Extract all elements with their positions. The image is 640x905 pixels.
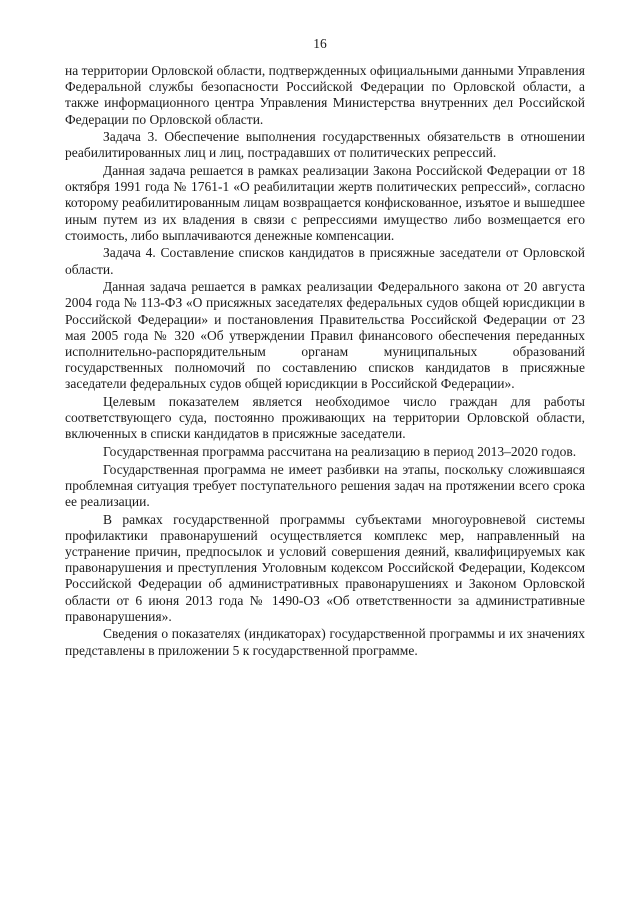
paragraph-task-4: Задача 4. Составление списков кандидатов в присяжные заседатели от Орловской области. xyxy=(65,245,585,277)
paragraph-task-3: Задача 3. Обеспечение выполнения государственных обязательств в отношении реабилитированных лиц и лиц, пострадавших от политических репрессий. xyxy=(65,129,585,161)
paragraph-continuation: на территории Орловской области, подтвержденных официальными данными Управления Федеральной службы безопасности Российской Федерации по Орловской области, а также информационного центра Управления Министерства внутренних дел Российской Федерации по Орловской области. xyxy=(65,63,585,127)
paragraph-program-stages: Государственная программа не имеет разбивки на этапы, поскольку сложившаяся проблемная ситуация требует поступательного решения задач на протяжении всего срока ее реализации. xyxy=(65,461,585,510)
paragraph-task-4-description: Данная задача решается в рамках реализации Федерального закона от 20 августа 2004 года № 113-ФЗ «О присяжных заседателях федеральных судов общей юрисдикции в Российской Федерации» и постановления Правительства Российской Федерации от 23 мая 2005 года № 320 «Об утверждении Правил финансового обеспечения переданных исполнительно-распорядительным органам муниципальных образований государственных полномочий по составлению списков кандидатов в присяжные заседатели федеральных судов общей юрисдикции в Российской Федерации». xyxy=(65,279,585,392)
document-body xyxy=(65,63,585,659)
page-number: 16 xyxy=(313,36,327,51)
paragraph-program-period: Государственная программа рассчитана на реализацию в период 2013–2020 годов. xyxy=(103,444,577,460)
paragraph-indicators-reference: Сведения о показателях (индикаторах) государственной программы и их значениях представлены в приложении 5 к государственной программе. xyxy=(65,626,585,658)
paragraph-task-3-description: Данная задача решается в рамках реализации Закона Российской Федерации от 18 октября 1991 года № 1761-1 «О реабилитации жертв политических репрессий», согласно которому реабилитированным лицам возвращается конфискованное, изъятое и вышедшее иным путем из их владения в связи с репрессиями имущество либо возмещается его стоимость, либо выплачиваются денежные компенсации. xyxy=(65,163,585,243)
paragraph-target-indicator: Целевым показателем является необходимое число граждан для работы соответствующего суда, постоянно проживающих на территории Орловской области, включенных в списки кандидатов в присяжные заседатели. xyxy=(65,394,585,442)
paragraph-prevention-measures: В рамках государственной программы субъектами многоуровневой системы профилактики правонарушений осуществляется комплекс мер, направленный на устранение причин, предпосылок и условий совершения деяний, квалифицируемых как правонарушения и преступления Уголовным кодексом Российской Федерации, Кодексом Российской Федерации об административных правонарушениях и Законом Орловской области от 6 июня 2013 года № 1490-ОЗ «Об ответственности за административные правонарушения». xyxy=(65,511,585,624)
